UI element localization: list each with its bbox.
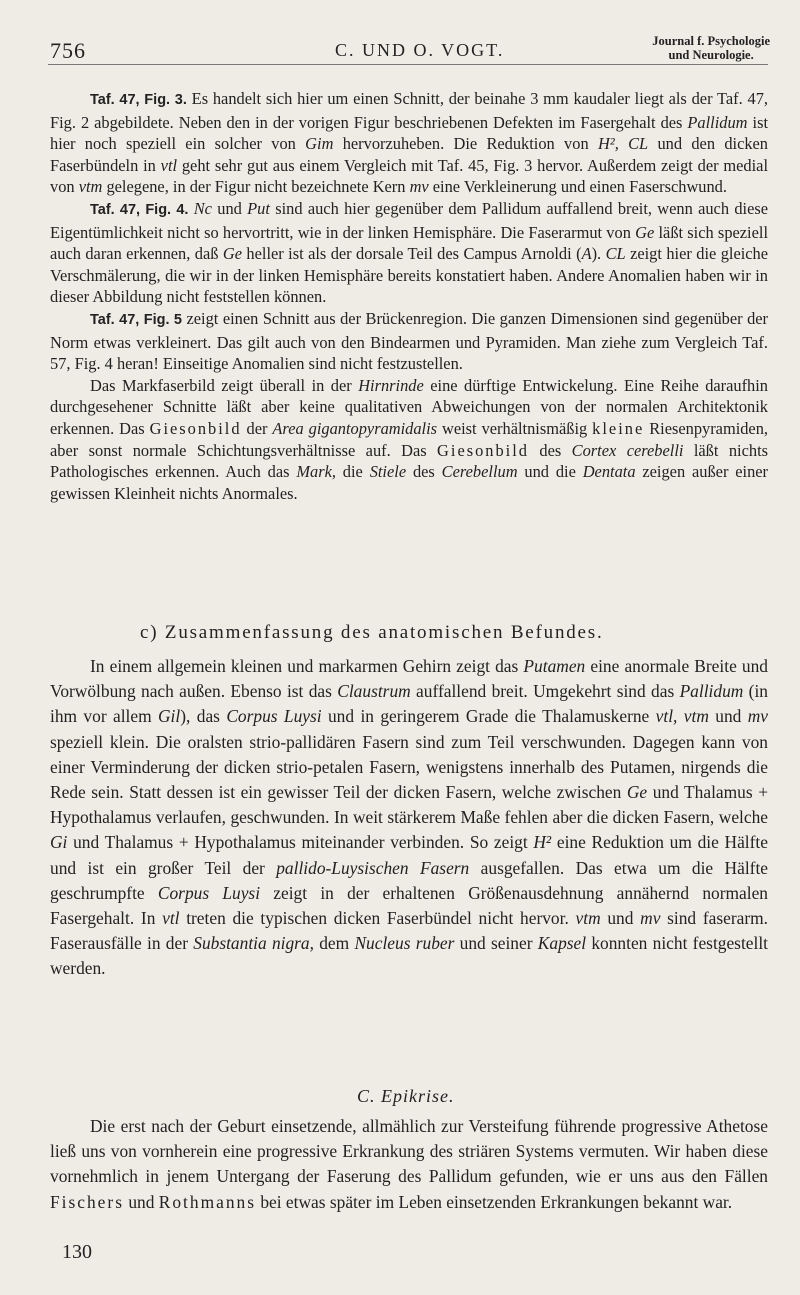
paragraph-fig3: Taf. 47, Fig. 3. Es handelt sich hier um einen Schnitt, der beinahe 3 mm kaudaler liegt als der Taf. 47, Fig. 2 abgebildete. Neben den in der vorigen Figur beschriebenen Defekten im Fasergehalt des Pallidum ist hier noch speziell ein solcher von Gim hervorzuheben. Die Reduktion von H², CL und den dicken Faserbündeln in vtl geht sehr gut aus einem Vergleich mit Taf. 45, Fig. 3 hervor. Außerdem zeigt der medial von vtm gelegene, in der Figur nicht bezeichnete Kern mv eine Verkleinerung und einen Faserschwund. — [50, 89, 769, 197]
journal-line-2: und Neurologie. — [668, 48, 754, 62]
page-number: 756 — [50, 38, 86, 63]
running-head-authors: C. UND O. VOGT. — [335, 40, 505, 60]
paragraph-fig5: Taf. 47, Fig. 5 zeigt einen Schnitt aus der Brückenregion. Die ganzen Dimensionen sind gegenüber der Norm etwas verkleinert. Das gilt auch von den Bindearmen und Pyramiden. Man ziehe zum Vergleich Taf. 57, Fig. 4 heran! Einseitige Anomalien sind nicht festzustellen. — [50, 308, 768, 374]
running-head-journal — [652, 34, 770, 62]
journal-line-1: Journal f. Psychologie — [652, 34, 770, 48]
section-heading-epikrise: C. Epikrise. — [357, 1086, 455, 1106]
plate-ref: Taf. 47, Fig. 5 — [90, 311, 182, 328]
plate-ref: Taf. 47, Fig. 3. — [90, 92, 187, 108]
summary-section — [50, 654, 768, 982]
epikrise-section — [50, 1114, 768, 1215]
paragraph-markfaserbild: Das Markfaserbild zeigt überall in der Hirnrinde eine dürftige Entwickelung. Eine Reihe daraufhin durchgesehener Schnitte läßt aber keine qualitativen Abweichungen von der normalen Architektonik erkennen. Das Giesonbild der Area gigantopyramidalis weist verhältnismäßig kleine Riesenpyramiden, aber sonst normale Schichtungsverhältnisse auf. Das Giesonbild des Cortex cerebelli läßt nichts Pathologisches erkennen. Auch das Mark, die Stiele des Cerebellum und die Dentata zeigen außer einer gewissen Kleinheit nichts Anormales. — [50, 375, 769, 503]
header-rule — [48, 64, 768, 65]
plate-ref: Taf. 47, Fig. 4. — [90, 201, 189, 218]
paragraph-epikrise: Die erst nach der Geburt einsetzende, allmählich zur Versteifung führende progressive Athetose ließ uns von vornherein eine progressive Erkrankung des striären Systems vermuten. Wir haben diese vornehmlich in jenem Untergang der Faserung des Pallidum gefunden, wie er uns aus den Fällen Fischers und Rothmanns bei etwas später im Leben einsetzenden Erkrankungen bekannt war. — [50, 1116, 768, 1212]
section-heading-zusammenfassung: c) Zusammenfassung des anatomischen Befundes. — [140, 622, 604, 643]
paragraph-fig4: Taf. 47, Fig. 4. Nc und Put sind auch hier gegenüber dem Pallidum auffallend breit, wenn auch diese Eigentümlichkeit nicht so hervortritt, wie in der linken Hemisphäre. Die Faserarmut von Ge läßt sich speziell auch daran erkennen, daß Ge heller ist als der dorsale Teil des Campus Arnoldi (A). CL zeigt hier die gleiche Verschmälerung, die wir in der linken Hemisphäre bereits konstatiert haben. Andere Anomalien haben wir in dieser Abbildung nicht feststellen können. — [50, 198, 769, 307]
signature-number: 130 — [62, 1241, 92, 1263]
paragraph-summary: In einem allgemein kleinen und markarmen Gehirn zeigt das Putamen eine anormale Breite und Vorwölbung nach außen. Ebenso ist das Claustrum auffallend breit. Umgekehrt sind das Pallidum (in ihm vor allem Gil), das Corpus Luysi und in geringerem Grade die Thalamuskerne vtl, vtm und mv speziell klein. Die oralsten strio-pallidären Fasern sind zum Teil verschwunden. Dagegen kann von einer Verminderung der dicken strio-petalen Fasern, wenigstens innerhalb des Putamen, nirgends die Rede sein. Statt dessen ist ein gewisser Teil der dicken Fasern, welche zwischen Ge und Thalamus + Hypothalamus verlaufen, geschwunden. In weit stärkerem Maße fehlen aber die dicken Fasern, welche Gi und Thalamus + Hypothalamus miteinander verbinden. So zeigt H² eine Reduktion um die Hälfte und ist ein großer Teil der pallido-Luysischen Fasern ausgefallen. Das etwa um die Hälfte geschrumpfte Corpus Luysi zeigt in der erhaltenen Größenausdehnung annähernd normalen Fasergehalt. In vtl treten die typischen dicken Faserbündel nicht hervor. vtm und mv sind faserarm. Faserausfälle in der Substantia nigra, dem Nucleus ruber und seiner Kapsel konnten nicht festgestellt werden. — [50, 656, 768, 979]
figure-descriptions — [50, 88, 768, 504]
